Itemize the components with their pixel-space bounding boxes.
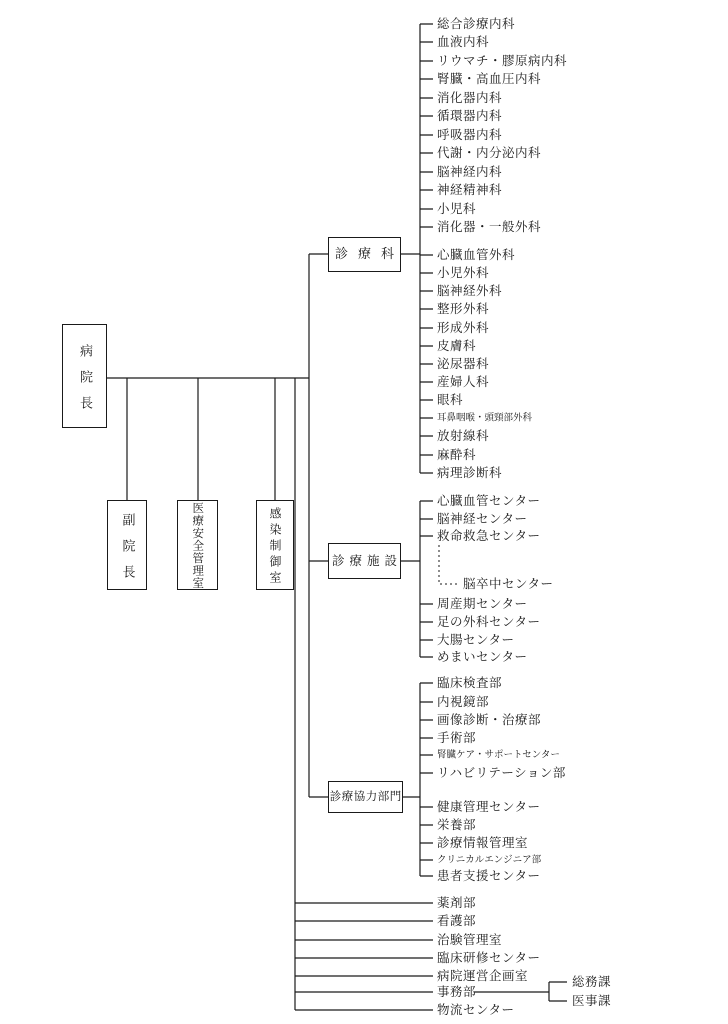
medical-safety-office-label: 医療安全管理室 [191, 501, 206, 590]
dept-item: 消化器・一般外科 [437, 218, 542, 234]
director-label: 病院長 [77, 343, 92, 422]
infection-control-office-box [256, 500, 294, 590]
direct-item: 病院運営企画室 [437, 967, 529, 983]
dept-item: 血液内科 [437, 33, 490, 49]
support-item: 患者支援センター [437, 867, 541, 883]
direct-item-lines [295, 903, 433, 1010]
dept-item: 皮膚科 [437, 337, 477, 353]
dept-item: 脳神経内科 [437, 163, 503, 179]
support-item: 栄養部 [437, 816, 477, 832]
section-box-clinical-support [328, 781, 403, 813]
dept-item: 小児外科 [437, 264, 490, 280]
dept-item: 形成外科 [437, 319, 490, 335]
support-item: クリニカルエンジニア部 [437, 854, 542, 866]
dept-item: 耳鼻咽喉・頭頸部外科 [437, 412, 533, 424]
dept-item: 循環器内科 [437, 107, 503, 123]
support-item: 画像診断・治療部 [437, 711, 542, 727]
facility-item: 周産期センター [437, 595, 528, 611]
section-label: 診療協力部門 [329, 789, 402, 804]
facility-item: 大腸センター [437, 631, 515, 647]
dept-item: 産婦人科 [437, 373, 490, 389]
facility-sub-item: 脳卒中センター [463, 575, 554, 591]
dept-item: 神経精神科 [437, 181, 503, 197]
direct-item: 看護部 [437, 912, 477, 928]
dotted-branch-line [439, 545, 458, 584]
direct-item: 治験管理室 [437, 931, 503, 947]
section-label: 診療施設 [331, 552, 402, 568]
facility-item: めまいセンター [437, 648, 528, 664]
dept-item: 病理診断科 [437, 464, 503, 480]
support-item: 腎臓ケア・サポートセンター [437, 749, 560, 761]
section-label: 診療科 [334, 247, 404, 262]
dept-item: リウマチ・膠原病内科 [437, 52, 568, 68]
dept-item: 眼科 [437, 391, 464, 407]
admin-child-item: 総務課 [572, 973, 612, 989]
vice-director-label: 副院長 [119, 512, 135, 591]
facility-item: 脳神経センター [437, 510, 528, 526]
facility-item: 心臓血管センター [437, 492, 541, 508]
support-item: 手術部 [437, 729, 477, 745]
medical-safety-office-box [177, 500, 218, 590]
support-item: リハビリテーション部 [437, 764, 566, 780]
admin-child-item: 医事課 [572, 992, 612, 1008]
dept-item: 総合診療内科 [437, 15, 516, 31]
direct-item: 物流センター [437, 1001, 515, 1017]
support-item: 内視鏡部 [437, 693, 490, 709]
dept-item: 小児科 [437, 200, 477, 216]
dept-item: 放射線科 [437, 427, 490, 443]
section-box-clinical-departments [328, 237, 404, 272]
item-tick-lines [420, 24, 433, 876]
support-item: 診療情報管理室 [437, 834, 529, 850]
dept-item: 泌尿器科 [437, 355, 490, 371]
support-item: 健康管理センター [437, 798, 541, 814]
infection-control-office-label: 感染制御室 [268, 507, 282, 587]
support-item: 臨床検査部 [437, 674, 503, 690]
facility-item: 救命救急センター [437, 527, 541, 543]
dept-item: 心臓血管外科 [437, 246, 516, 262]
dept-item: 脳神経外科 [437, 282, 503, 298]
dept-item: 整形外科 [437, 300, 490, 316]
direct-item: 臨床研修センター [437, 949, 541, 965]
facility-item: 足の外科センター [437, 613, 541, 629]
dept-item: 腎臓・高血圧内科 [437, 70, 542, 86]
dept-item: 呼吸器内科 [437, 126, 503, 142]
dept-item: 代謝・内分泌内科 [437, 144, 542, 160]
direct-item: 薬剤部 [437, 894, 477, 910]
dept-item: 消化器内科 [437, 89, 503, 105]
direct-item: 事務部 [437, 983, 477, 999]
section-box-clinical-facilities [328, 543, 401, 579]
dept-item: 麻酔科 [437, 446, 477, 462]
director-box [62, 324, 107, 428]
vice-director-box [107, 500, 147, 590]
